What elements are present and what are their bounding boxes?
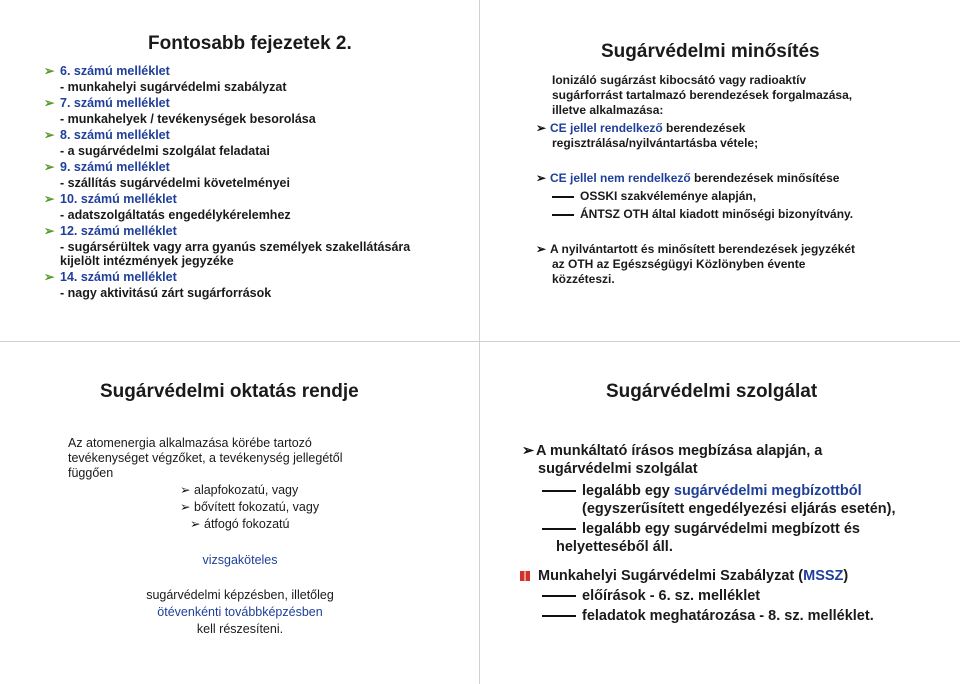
arrow-bullet-icon: ➢ [44, 192, 55, 206]
arrow-bullet-icon: ➢ [44, 96, 55, 110]
arrow-bullet-icon: ➢ [180, 500, 191, 514]
arrow-bullet-icon: ➢ [44, 270, 55, 284]
arrow-bullet-icon: ➢ [44, 224, 55, 238]
appendix-number: 7. számú melléklet [60, 96, 170, 110]
slide-title: Sugárvédelmi oktatás rendje [100, 381, 359, 402]
arrow-bullet-icon: ➢ [44, 160, 55, 174]
training-text: sugárvédelmi képzésben, illetőleg ötévenkénti továbbképzésben kell részesíteni. [146, 588, 334, 636]
dash-icon [542, 490, 576, 492]
dash-icon [552, 196, 574, 198]
arrow-bullet-icon: ➢ [536, 121, 547, 135]
arrow-bullet-icon: ➢ [536, 171, 547, 185]
appendix-description: - a sugárvédelmi szolgálat feladatai [60, 144, 270, 158]
appendix-item [44, 269, 410, 285]
appendix-item [44, 159, 410, 175]
arrow-bullet-icon: ➢ [44, 64, 55, 78]
horizontal-divider [0, 341, 960, 342]
bullet-register-publication: ➢ A nyilvántartott és minősített berendezések jegyzékét az OTH az Egészségügyi Közlönyben évente közzéteszi. [536, 242, 855, 286]
appendix-number: 10. számú melléklet [60, 192, 177, 206]
slide-title: Fontosabb fejezetek 2. [148, 33, 352, 54]
training-levels: ➢ alapfokozatú, vagy ➢ bővített fokozatú, vagy ➢ átfogó fokozatú [180, 483, 320, 531]
arrow-bullet-icon: ➢ [44, 128, 55, 142]
appendix-number: 14. számú melléklet [60, 270, 177, 284]
appendix-item [44, 191, 410, 207]
arrow-bullet-icon: ➢ [536, 242, 547, 256]
slide-title: Sugárvédelmi szolgálat [606, 381, 818, 402]
appendix-number: 6. számú melléklet [60, 64, 170, 78]
appendix-description: - nagy aktivitású zárt sugárforrások [60, 286, 272, 300]
appendix-item [44, 223, 410, 239]
dash-icon [552, 214, 574, 216]
appendix-list [44, 63, 410, 301]
bullet-non-ce-qualification: ➢ CE jellel nem rendelkező berendezések minősítése OSSKI szakvéleménye alapján, ÁNTSZ OTH által kiadott minőségi bizonyítvány. [536, 171, 854, 221]
intro-text: Az atomenergia alkalmazása körébe tartozó tevékenységet végzőket, a tevékenység jellegétől függően [68, 436, 343, 480]
appendix-item [44, 63, 410, 79]
appendix-description: kijelölt intézmények jegyzéke [60, 254, 234, 268]
square-bullet-icon [520, 571, 530, 581]
intro-text: Ionizáló sugárzást kibocsátó vagy radioaktív sugárforrást tartalmazó berendezések forgalmazása, illetve alkalmazása: [552, 73, 853, 117]
appendix-item [44, 95, 410, 111]
appendix-description: - sugársérültek vagy arra gyanús személyek szakellátására [60, 240, 411, 254]
bullet-employer-mandate: ➢ A munkáltató írásos megbízása alapján, a sugárvédelmi szolgálat legalább egy sugárvédelmi megbízottból (egyszerűsített engedélyezési eljárás esetén), legalább egy sugárvédelmi megbízott és helyetteséből áll. [522, 443, 896, 555]
bullet-ce-registration: ➢ CE jellel rendelkező berendezések regisztrálása/nyilvántartásba vétele; [536, 121, 759, 150]
arrow-bullet-icon: ➢ [180, 483, 191, 497]
arrow-bullet-icon: ➢ [190, 517, 201, 531]
arrow-bullet-icon: ➢ [522, 443, 535, 459]
appendix-item [44, 127, 410, 143]
dash-icon [542, 615, 576, 617]
dash-icon [542, 528, 576, 530]
appendix-description: - munkahelyek / tevékenységek besorolása [60, 112, 316, 126]
appendix-description: - munkahelyi sugárvédelmi szabályzat [60, 80, 287, 94]
appendix-number: 9. számú melléklet [60, 160, 170, 174]
bullet-mssz: Munkahelyi Sugárvédelmi Szabályzat (MSSZ) előírások - 6. sz. melléklet feladatok meghatározása - 8. sz. melléklet. [520, 567, 874, 625]
appendix-description: - szállítás sugárvédelmi követelményei [60, 176, 290, 190]
slide-title: Sugárvédelmi minősítés [601, 41, 820, 62]
mandatory-exam-text: vizsgaköteles [202, 553, 278, 567]
vertical-divider [479, 0, 480, 684]
appendix-description: - adatszolgáltatás engedélykérelemhez [60, 208, 291, 222]
appendix-number: 8. számú melléklet [60, 128, 170, 142]
dash-icon [542, 595, 576, 597]
appendix-number: 12. számú melléklet [60, 224, 177, 238]
